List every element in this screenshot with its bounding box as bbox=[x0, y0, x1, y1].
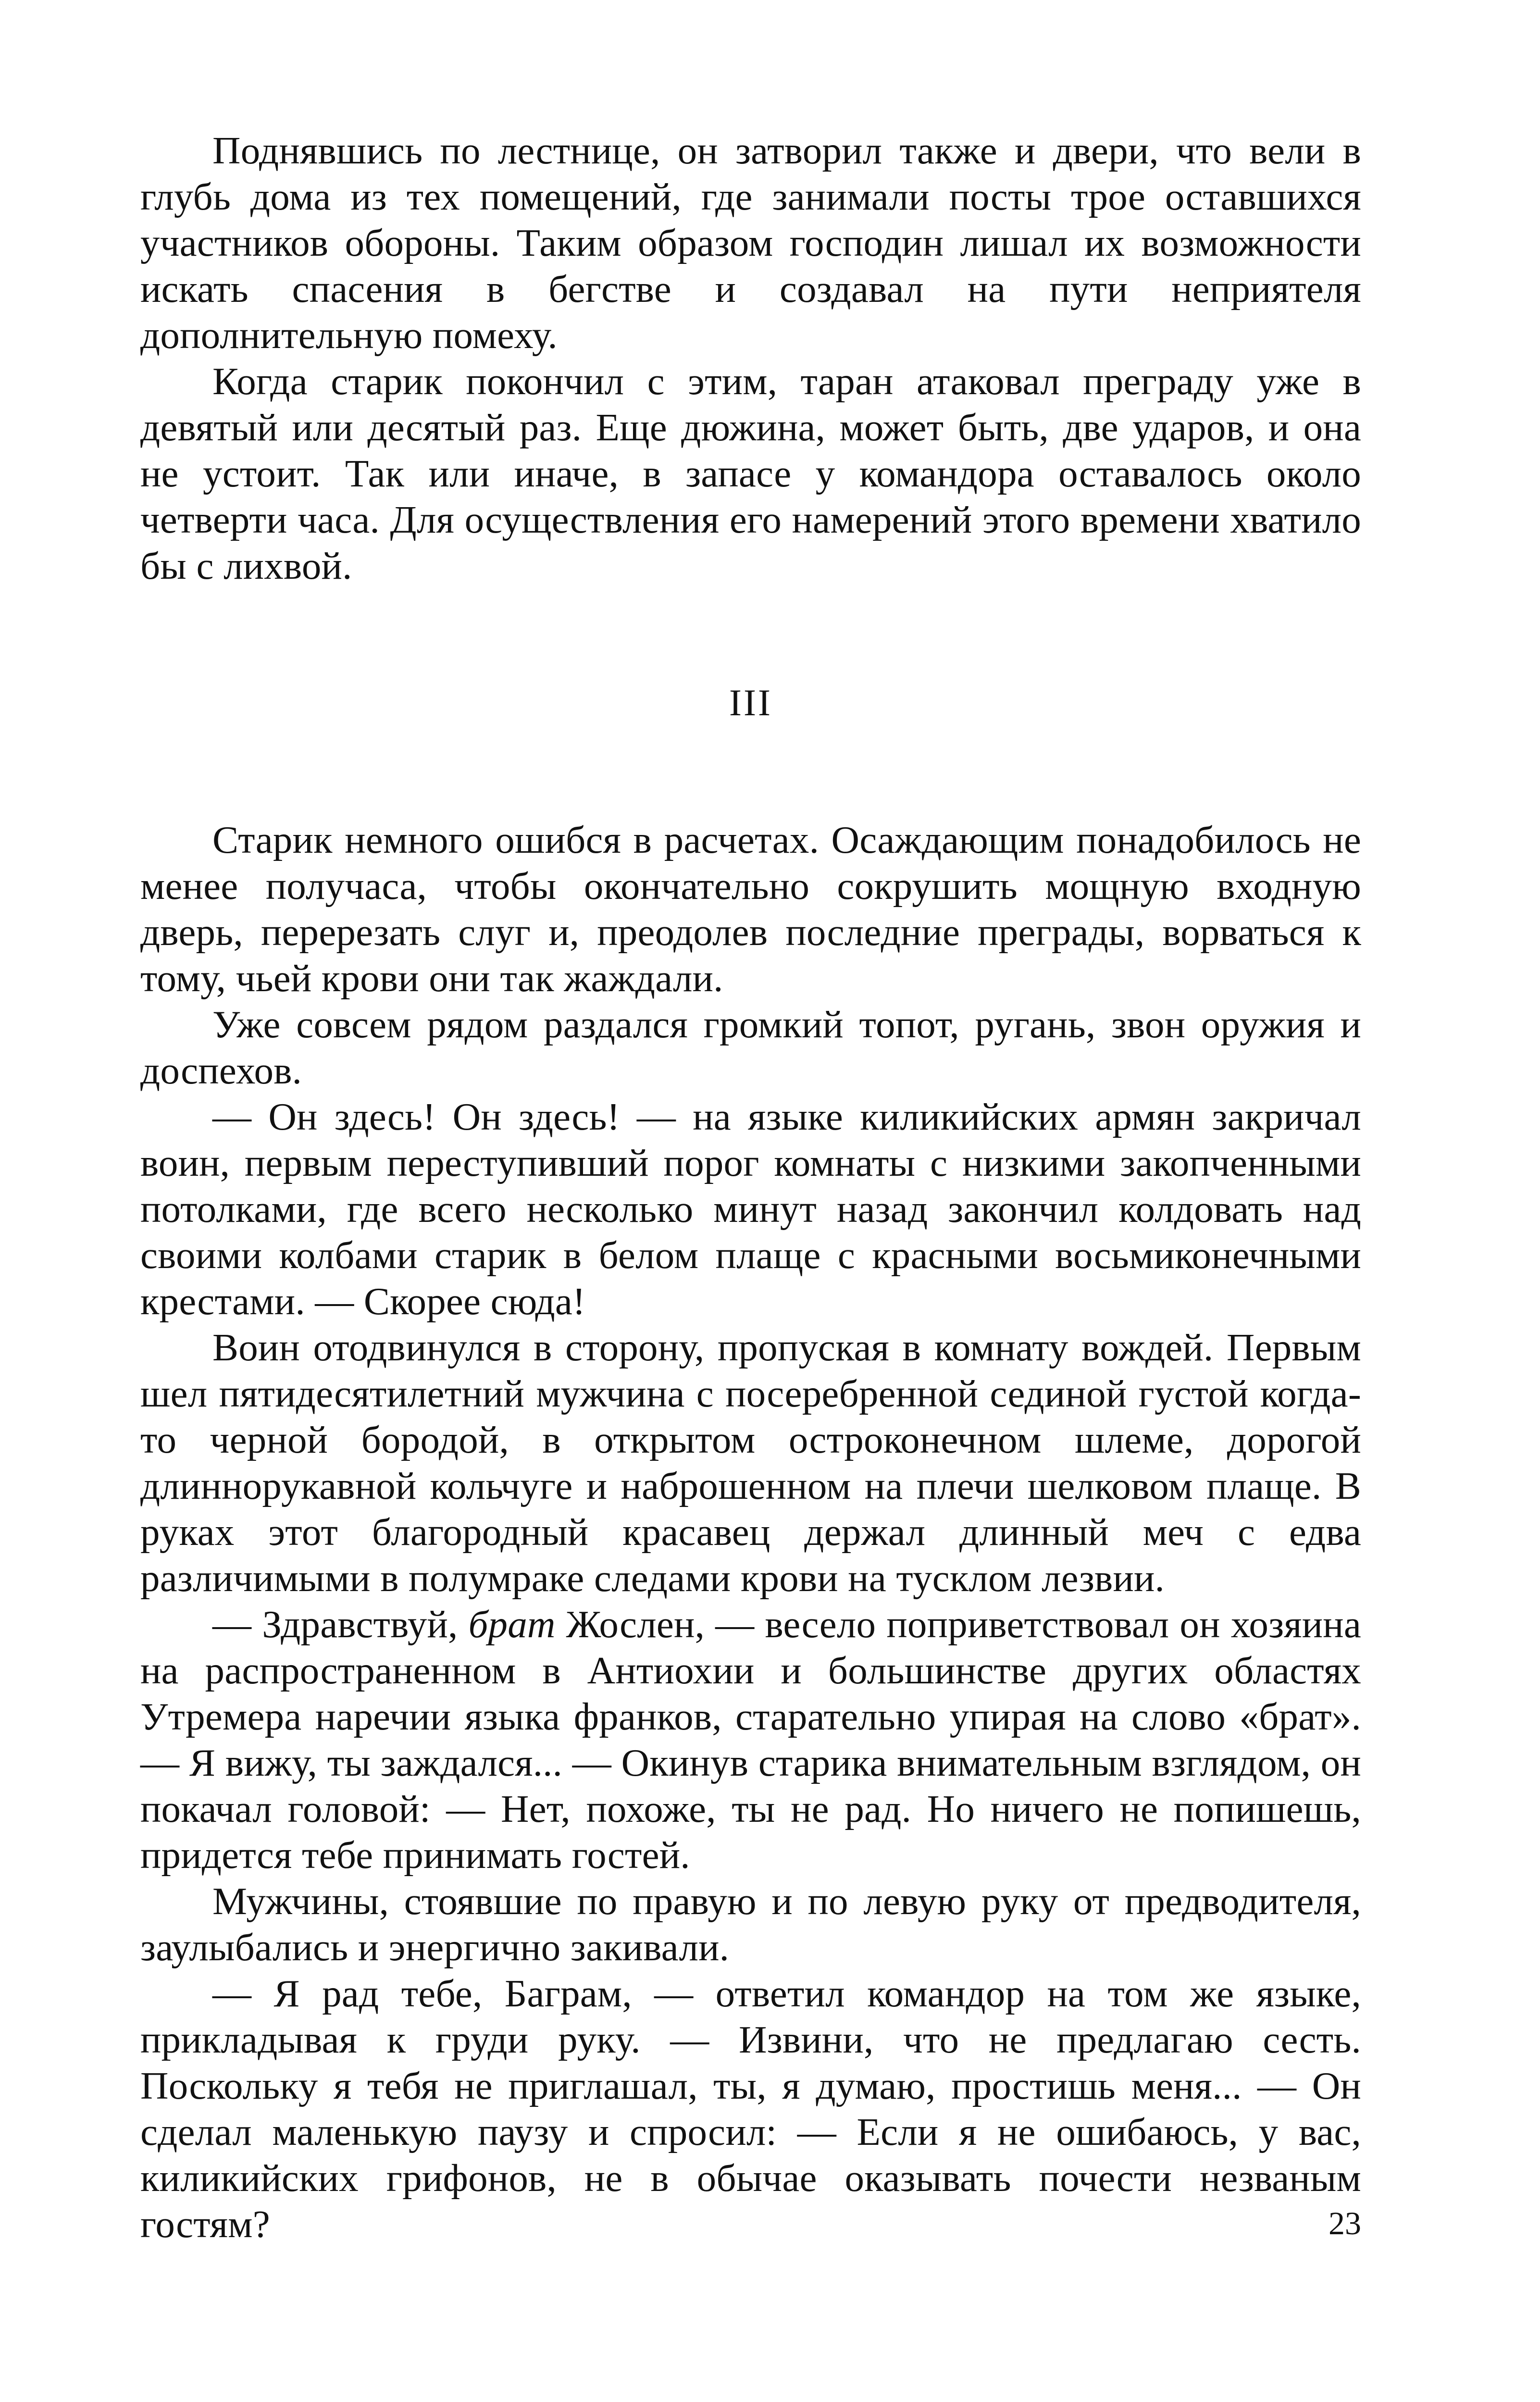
paragraph-7 bbox=[140, 1601, 1361, 1878]
paragraph-4: Уже совсем рядом раздался громкий топот, ругань, звон оружия и доспехов. bbox=[140, 1003, 1361, 1092]
paragraph-8: Мужчины, стоявшие по правую и по левую руку от предводителя, заулыбались и энергично закивали. bbox=[140, 1879, 1361, 1969]
paragraph-1: Поднявшись по лестнице, он затворил также и двери, что вели в глубь дома из тех помещений, где занимали посты трое оставшихся участников обороны. Таким образом господин лишал их возможности искать спасения в бегстве и создавал на пути неприятеля дополнительную помеху. bbox=[140, 129, 1361, 357]
greeting-lead: — Здравствуй, bbox=[212, 1603, 469, 1646]
paragraph-2: Когда старик покончил с этим, таран атаковал преграду уже в девятый или десятый раз. Еще дюжина, может быть, две ударов, и она не устоит. Так или иначе, в запасе у командора оставалось около четверти часа. Для осуществления его намерений этого времени хватило бы с лихвой. bbox=[140, 360, 1361, 587]
paragraph-5: — Он здесь! Он здесь! — на языке киликийских армян закричал воин, первым переступивший порог комнаты с низкими закопченными потолками, где всего несколько минут назад закончил колдовать над своими колбами старик в белом плаще с красными восьмиконечными крестами. — Скорее сюда! bbox=[140, 1095, 1361, 1323]
paragraph-3: Старик немного ошибся в расчетах. Осаждающим понадобилось не менее получаса, чтобы окончательно сокрушить мощную входную дверь, перерезать слуг и, преодолев последние преграды, ворваться к тому, чьей крови они так жаждали. bbox=[140, 818, 1361, 1000]
page-number: 23 bbox=[1329, 2205, 1361, 2241]
text-column bbox=[140, 127, 1361, 2247]
greeting-rest: Жослен, — весело поприветствовал он хозяина на распространенном в Антиохии и большинстве других областях Утремера наречии языка франков, старательно упирая на слово «брат». — Я вижу, ты заждался... — Окинув старика внимательным взглядом, он покачал головой: — Нет, похоже, ты не рад. Но ничего не попишешь, придется тебе принимать гостей. bbox=[140, 1603, 1361, 1877]
paragraph-9: — Я рад тебе, Баграм, — ответил командор на том же языке, прикладывая к груди руку. — Извини, что не предлагаю сесть. Поскольку я тебя не приглашал, ты, я думаю, простишь меня... — Он сделал маленькую паузу и спросил: — Если я не ошибаюсь, у вас, киликийских грифонов, не в обычае оказывать почести незваным гостям? bbox=[140, 1972, 1361, 2246]
paragraph-6: Воин отодвинулся в сторону, пропуская в комнату вождей. Первым шел пятидесятилетний мужчина с посеребренной сединой густой когда-то черной бородой, в открытом остроконечном шлеме, дорогой длиннорукавной кольчуге и наброшенном на плечи шелковом плаще. В руках этот благородный красавец держал длинный меч с едва различимыми в полумраке следами крови на тусклом лезвии. bbox=[140, 1326, 1361, 1600]
section-heading: III bbox=[729, 682, 772, 723]
greeting-emphasis: брат bbox=[468, 1603, 556, 1646]
